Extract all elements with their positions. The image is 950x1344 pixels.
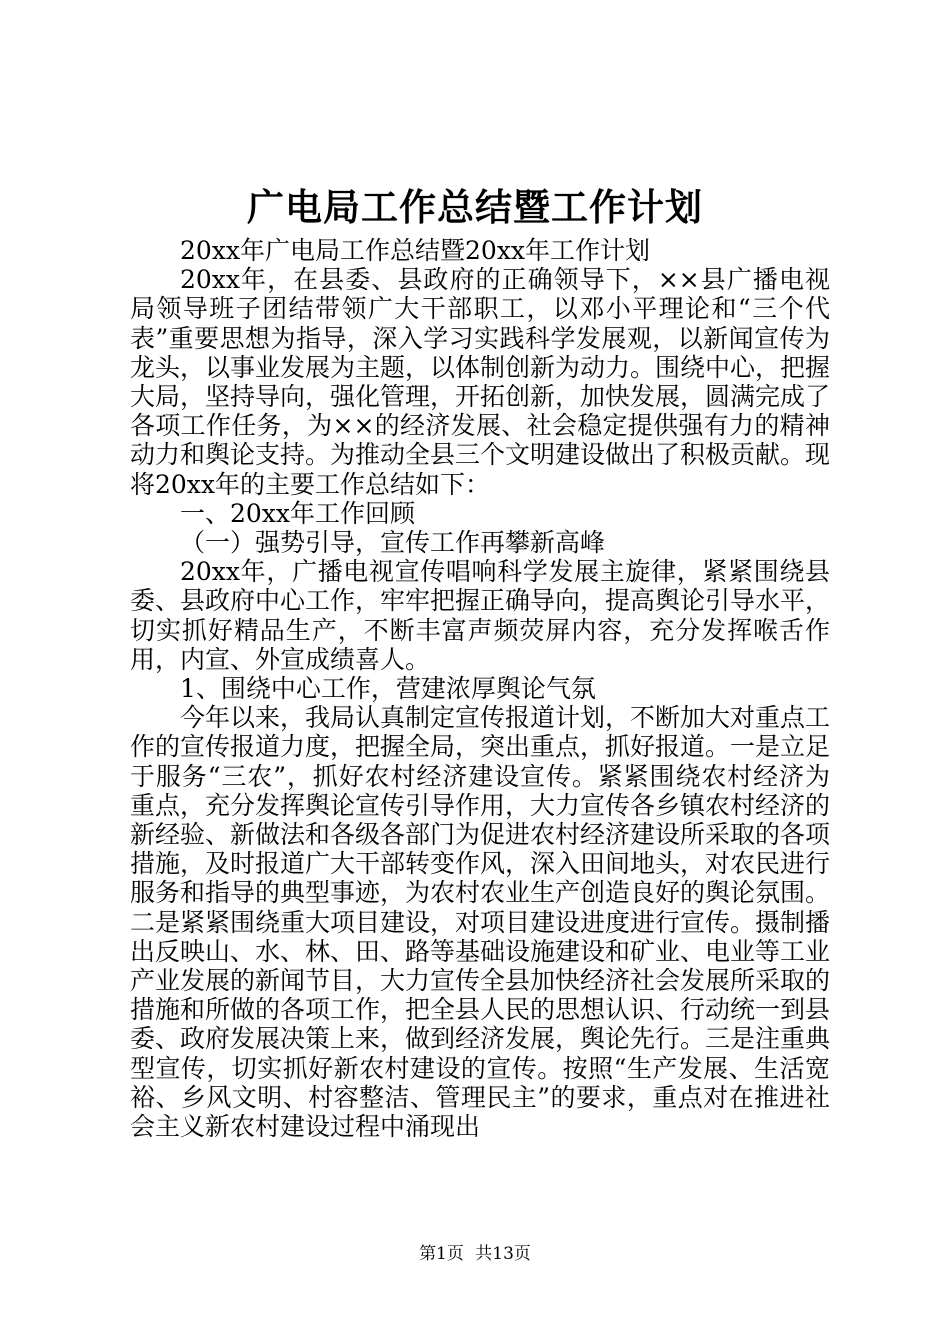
document-title: 广电局工作总结暨工作计划 — [247, 185, 703, 229]
heading-item-1: 1、围绕中心工作，营建浓厚舆论气氛 — [180, 674, 596, 704]
paragraph-propaganda: 20xx年，广播电视宣传唱响科学发展主旋律，紧紧围绕县委、县政府中心工作，牢牢把握正确导向，提高舆论引导水平，切实抓好精品生产，不断丰富声频荧屏内容，充分发挥喉舌作用，内宣、外宣成绩喜人。 — [130, 557, 831, 674]
heading-section-1: 一、20xx年工作回顾 — [180, 498, 416, 528]
document-body — [130, 236, 830, 1141]
page-total: 共13页 — [475, 1244, 531, 1264]
paragraph-subtitle: 20xx年广电局工作总结暨20xx年工作计划 — [180, 236, 651, 265]
page-footer — [0, 1242, 950, 1266]
paragraph-intro: 20xx年，在县委、县政府的正确领导下，××县广播电视局领导班子团结带领广大干部职工，以邓小平理论和“三个代表”重要思想为指导，深入学习实践科学发展观，以新闻宣传为龙头，以事业发展为主题，以体制创新为动力。围绕中心，把握大局，坚持导向，强化管理，开拓创新，加快发展，圆满完成了各项工作任务，为××的经济发展、社会稳定提供强有力的精神动力和舆论支持。为推动全县三个文明建设做出了积极贡献。现将20xx年的主要工作总结如下： — [130, 265, 831, 499]
paragraph-reporting: 今年以来，我局认真制定宣传报道计划，不断加大对重点工作的宣传报道力度，把握全局，突出重点，抓好报道。一是立足于服务“三农”，抓好农村经济建设宣传。紧紧围绕农村经济为重点，充分发挥舆论宣传引导作用，大力宣传各乡镇农村经济的新经验、新做法和各级各部门为促进农村经济建设所采取的各项措施，及时报道广大干部转变作风，深入田间地头，对农民进行服务和指导的典型事迹，为农村农业生产创造良好的舆论氛围。二是紧紧围绕重大项目建设，对项目建设进度进行宣传。摄制播出反映山、水、林、田、路等基础设施建设和矿业、电业等工业产业发展的新闻节目，大力宣传全县加快经济社会发展所采取的措施和所做的各项工作，把全县人民的思想认识、行动统一到县委、政府发展决策上来，做到经济发展，舆论先行。三是注重典型宣传，切实抓好新农村建设的宣传。按照“生产发展、生活宽裕、乡风文明、村容整洁、管理民主”的要求，重点对在推进社会主义新农村建设过程中涌现出 — [130, 703, 831, 1142]
page-number: 第1页 — [419, 1244, 464, 1264]
heading-subsection-1: （一）强势引导，宣传工作再攀新高峰 — [180, 528, 606, 558]
